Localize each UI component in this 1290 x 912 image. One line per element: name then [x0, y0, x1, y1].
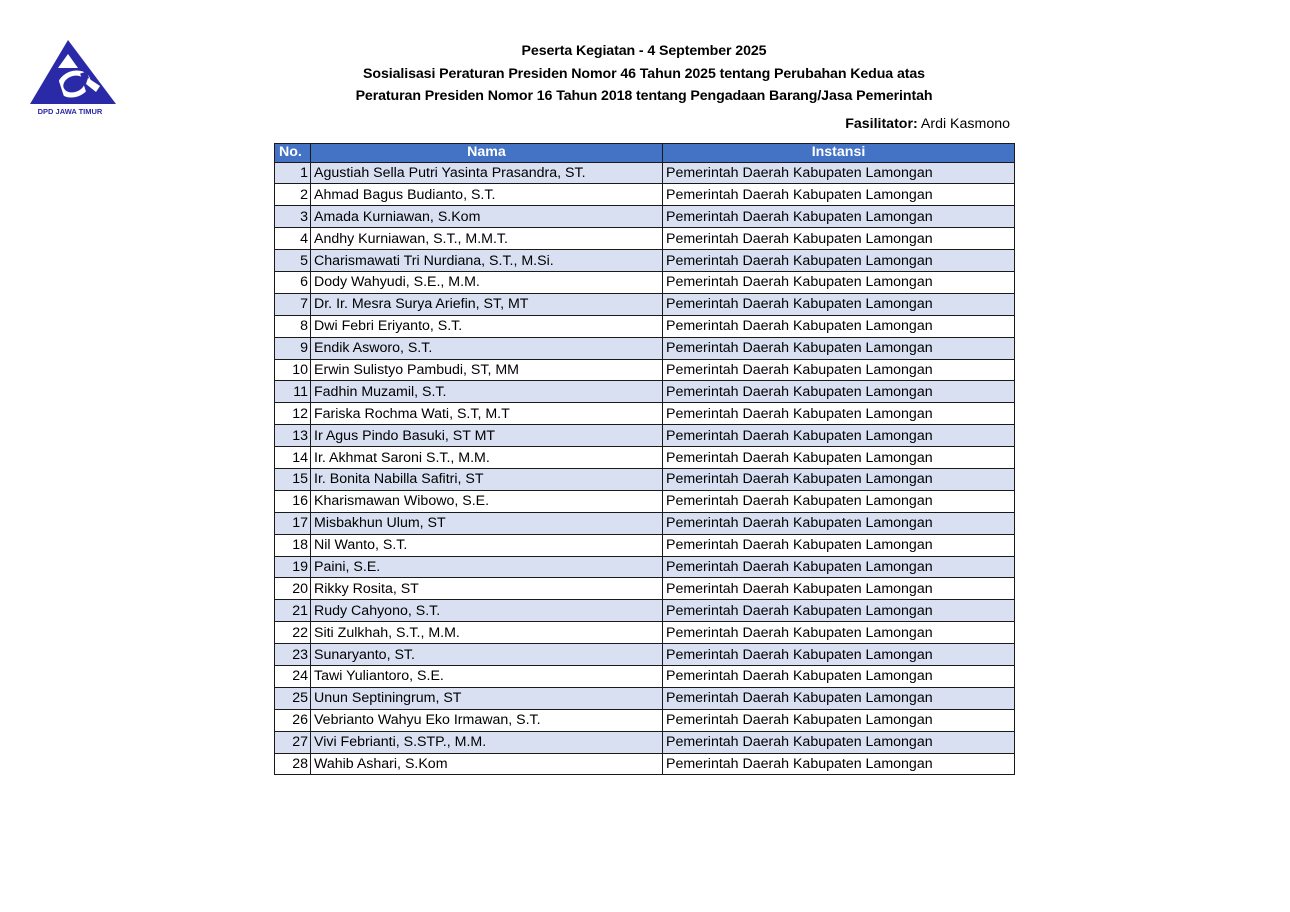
table-row — [275, 622, 1015, 644]
cell-no: 28 — [275, 753, 311, 775]
cell-nama: Dwi Febri Eriyanto, S.T. — [311, 315, 663, 337]
table-header-row — [275, 144, 1015, 163]
table-row — [275, 250, 1015, 272]
cell-no: 13 — [275, 425, 311, 447]
cell-instansi: Pemerintah Daerah Kabupaten Lamongan — [663, 162, 1015, 184]
cell-instansi: Pemerintah Daerah Kabupaten Lamongan — [663, 184, 1015, 206]
table-row — [275, 359, 1015, 381]
cell-instansi: Pemerintah Daerah Kabupaten Lamongan — [663, 425, 1015, 447]
cell-nama: Dody Wahyudi, S.E., M.M. — [311, 271, 663, 293]
cell-nama: Dr. Ir. Mesra Surya Ariefin, ST, MT — [311, 293, 663, 315]
cell-instansi: Pemerintah Daerah Kabupaten Lamongan — [663, 381, 1015, 403]
cell-no: 2 — [275, 184, 311, 206]
table-row — [275, 381, 1015, 403]
table-row — [275, 709, 1015, 731]
cell-no: 20 — [275, 578, 311, 600]
cell-nama: Unun Septiningrum, ST — [311, 687, 663, 709]
cell-no: 21 — [275, 600, 311, 622]
table-row — [275, 687, 1015, 709]
cell-nama: Endik Asworo, S.T. — [311, 337, 663, 359]
column-header-no: No. — [275, 144, 311, 163]
cell-nama: Amada Kurniawan, S.Kom — [311, 206, 663, 228]
table-row — [275, 337, 1015, 359]
cell-nama: Rikky Rosita, ST — [311, 578, 663, 600]
column-header-nama: Nama — [311, 144, 663, 163]
cell-no: 6 — [275, 271, 311, 293]
cell-no: 26 — [275, 709, 311, 731]
cell-instansi: Pemerintah Daerah Kabupaten Lamongan — [663, 556, 1015, 578]
table-row — [275, 403, 1015, 425]
cell-nama: Fariska Rochma Wati, S.T, M.T — [311, 403, 663, 425]
table-body — [275, 162, 1015, 775]
cell-no: 12 — [275, 403, 311, 425]
table-row — [275, 512, 1015, 534]
cell-nama: Agustiah Sella Putri Yasinta Prasandra, ST. — [311, 162, 663, 184]
cell-no: 18 — [275, 534, 311, 556]
column-header-instansi: Instansi — [663, 144, 1015, 163]
title-line-2: Sosialisasi Peraturan Presiden Nomor 46 Tahun 2025 tentang Perubahan Kedua atas — [363, 65, 925, 82]
cell-nama: Fadhin Muzamil, S.T. — [311, 381, 663, 403]
cell-instansi: Pemerintah Daerah Kabupaten Lamongan — [663, 665, 1015, 687]
cell-instansi: Pemerintah Daerah Kabupaten Lamongan — [663, 512, 1015, 534]
cell-instansi: Pemerintah Daerah Kabupaten Lamongan — [663, 337, 1015, 359]
cell-nama: Wahib Ashari, S.Kom — [311, 753, 663, 775]
cell-instansi: Pemerintah Daerah Kabupaten Lamongan — [663, 490, 1015, 512]
cell-no: 4 — [275, 228, 311, 250]
cell-nama: Siti Zulkhah, S.T., M.M. — [311, 622, 663, 644]
cell-nama: Ir. Bonita Nabilla Safitri, ST — [311, 468, 663, 490]
cell-nama: Andhy Kurniawan, S.T., M.M.T. — [311, 228, 663, 250]
cell-no: 10 — [275, 359, 311, 381]
participants-table — [274, 143, 1015, 775]
table-row — [275, 293, 1015, 315]
cell-instansi: Pemerintah Daerah Kabupaten Lamongan — [663, 622, 1015, 644]
cell-instansi: Pemerintah Daerah Kabupaten Lamongan — [663, 403, 1015, 425]
table-row — [275, 315, 1015, 337]
table-row — [275, 206, 1015, 228]
cell-nama: Ir. Akhmat Saroni S.T., M.M. — [311, 447, 663, 469]
facilitator — [845, 116, 1010, 132]
cell-nama: Vebrianto Wahyu Eko Irmawan, S.T. — [311, 709, 663, 731]
cell-instansi: Pemerintah Daerah Kabupaten Lamongan — [663, 709, 1015, 731]
cell-no: 23 — [275, 644, 311, 666]
cell-no: 19 — [275, 556, 311, 578]
table-row — [275, 162, 1015, 184]
table-row — [275, 578, 1015, 600]
cell-nama: Ir Agus Pindo Basuki, ST MT — [311, 425, 663, 447]
facilitator-name: Ardi Kasmono — [920, 116, 1010, 132]
cell-nama: Misbakhun Ulum, ST — [311, 512, 663, 534]
table-row — [275, 644, 1015, 666]
table-row — [275, 271, 1015, 293]
cell-instansi: Pemerintah Daerah Kabupaten Lamongan — [663, 731, 1015, 753]
table-row — [275, 468, 1015, 490]
cell-instansi: Pemerintah Daerah Kabupaten Lamongan — [663, 228, 1015, 250]
cell-nama: Vivi Febrianti, S.STP., M.M. — [311, 731, 663, 753]
cell-no: 22 — [275, 622, 311, 644]
cell-no: 3 — [275, 206, 311, 228]
cell-no: 11 — [275, 381, 311, 403]
table-row — [275, 184, 1015, 206]
cell-no: 27 — [275, 731, 311, 753]
iapi-logo-icon — [26, 38, 122, 118]
cell-nama: Tawi Yuliantoro, S.E. — [311, 665, 663, 687]
cell-nama: Charismawati Tri Nurdiana, S.T., M.Si. — [311, 250, 663, 272]
cell-nama: Nil Wanto, S.T. — [311, 534, 663, 556]
table-row — [275, 600, 1015, 622]
facilitator-label: Fasilitator: — [845, 116, 918, 132]
logo-org-text: DPD JAWA TIMUR — [37, 107, 103, 116]
cell-no: 5 — [275, 250, 311, 272]
cell-no: 16 — [275, 490, 311, 512]
cell-no: 7 — [275, 293, 311, 315]
cell-instansi: Pemerintah Daerah Kabupaten Lamongan — [663, 600, 1015, 622]
cell-nama: Kharismawan Wibowo, S.E. — [311, 490, 663, 512]
table-row — [275, 534, 1015, 556]
cell-no: 8 — [275, 315, 311, 337]
cell-instansi: Pemerintah Daerah Kabupaten Lamongan — [663, 315, 1015, 337]
cell-instansi: Pemerintah Daerah Kabupaten Lamongan — [663, 468, 1015, 490]
cell-no: 9 — [275, 337, 311, 359]
cell-instansi: Pemerintah Daerah Kabupaten Lamongan — [663, 293, 1015, 315]
cell-instansi: Pemerintah Daerah Kabupaten Lamongan — [663, 534, 1015, 556]
table-row — [275, 753, 1015, 775]
table-row — [275, 228, 1015, 250]
cell-instansi: Pemerintah Daerah Kabupaten Lamongan — [663, 578, 1015, 600]
table-row — [275, 556, 1015, 578]
cell-instansi: Pemerintah Daerah Kabupaten Lamongan — [663, 687, 1015, 709]
document-header — [274, 40, 1014, 108]
cell-instansi: Pemerintah Daerah Kabupaten Lamongan — [663, 447, 1015, 469]
cell-no: 25 — [275, 687, 311, 709]
organization-logo — [26, 38, 122, 118]
table-row — [275, 425, 1015, 447]
cell-instansi: Pemerintah Daerah Kabupaten Lamongan — [663, 753, 1015, 775]
cell-instansi: Pemerintah Daerah Kabupaten Lamongan — [663, 644, 1015, 666]
cell-nama: Rudy Cahyono, S.T. — [311, 600, 663, 622]
cell-instansi: Pemerintah Daerah Kabupaten Lamongan — [663, 271, 1015, 293]
table-row — [275, 447, 1015, 469]
cell-instansi: Pemerintah Daerah Kabupaten Lamongan — [663, 206, 1015, 228]
cell-nama: Sunaryanto, ST. — [311, 644, 663, 666]
title-line-3: Peraturan Presiden Nomor 16 Tahun 2018 tentang Pengadaan Barang/Jasa Pemerintah — [355, 88, 933, 104]
cell-no: 15 — [275, 468, 311, 490]
cell-nama: Ahmad Bagus Budianto, S.T. — [311, 184, 663, 206]
table-row — [275, 731, 1015, 753]
cell-nama: Paini, S.E. — [311, 556, 663, 578]
cell-instansi: Pemerintah Daerah Kabupaten Lamongan — [663, 359, 1015, 381]
cell-no: 1 — [275, 162, 311, 184]
table-row — [275, 665, 1015, 687]
cell-no: 17 — [275, 512, 311, 534]
table-row — [275, 490, 1015, 512]
cell-no: 14 — [275, 447, 311, 469]
title-line-1: Peserta Kegiatan - 4 September 2025 — [521, 43, 767, 59]
cell-no: 24 — [275, 665, 311, 687]
cell-instansi: Pemerintah Daerah Kabupaten Lamongan — [663, 250, 1015, 272]
cell-nama: Erwin Sulistyo Pambudi, ST, MM — [311, 359, 663, 381]
